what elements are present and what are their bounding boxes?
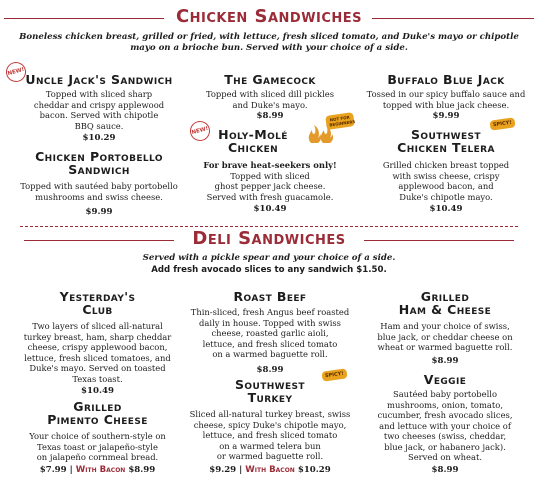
- item-description: Your choice of southern-style on Texas toast or jalapeño-style on jalapeño cornmeal bread. $7.99 | With Bacon $8.99: [10, 431, 185, 475]
- hot-warning-tag: NOT FOR BEGINNERS: [325, 112, 355, 130]
- item-name: Uncle Jack's Sandwich: [25, 72, 173, 87]
- item-price: $10.49: [81, 386, 114, 396]
- item-price: $8.99: [431, 464, 459, 475]
- chicken-rule-right: [372, 18, 534, 19]
- chicken-intro: [10, 32, 528, 54]
- chicken-section-title: Chicken Sandwiches: [175, 6, 363, 27]
- deli-rule-left: [24, 240, 174, 241]
- item-description: Topped with sliced sharp cheddar and crispy applewood bacon. Served with chipotle BBQ sauce. $10.29: [14, 89, 184, 143]
- spicy-tag: SPICY!: [489, 117, 515, 130]
- chicken-intro-line-1: Boneless chicken breast, grilled or fried, with lettuce, fresh sliced tomato, and Duke's mayo or chipotle: [19, 32, 519, 42]
- item-price: $8.99: [256, 111, 284, 121]
- new-badge: NEW!: [4, 60, 28, 84]
- section-divider: [20, 226, 518, 227]
- item-price: $9.99: [432, 111, 460, 121]
- item-name: Buffalo Blue Jack: [387, 72, 505, 87]
- item-name: Chicken Portobello Sandwich: [35, 149, 163, 177]
- item-description: Grilled chicken breast topped with swiss cheese, crispy applewood bacon, and Duke's chipotle mayo. $10.49: [360, 160, 532, 214]
- deli-avocado-note: Add fresh avocado slices to any sandwich $1.50.: [151, 265, 387, 275]
- chicken-intro-line-2: mayo on a brioche bun. Served with your choice of a side.: [130, 43, 408, 53]
- chicken-rule-left: [4, 18, 164, 19]
- item-description: Thin-sliced, fresh Angus beef roasted daily in house. Topped with swiss cheese, roasted garlic aioli, lettuce, and fresh sliced tomato on a warmed baguette roll. $8.99: [182, 307, 358, 375]
- item-price: $9.29 | With Bacon $10.29: [209, 464, 331, 475]
- item-name: The Gamecock: [224, 72, 316, 87]
- item-description: Ham and your choice of swiss, blue jack, or cheddar cheese on wheat or warmed baguette roll. $8.99: [358, 321, 532, 366]
- item-description: Sautéed baby portobello mushrooms, onion, tomato, cucumber, fresh avocado slices, and lettuce with your choice of two cheeses (swiss, cheddar, blue jack, or habanero jack). Served on wheat. $8.99: [358, 389, 532, 475]
- deli-rule-right: [364, 240, 514, 241]
- bacon-upcharge-label: With Bacon: [75, 464, 126, 475]
- item-price: $10.29: [82, 133, 116, 143]
- new-badge: NEW!: [188, 119, 212, 143]
- item-price: $10.49: [429, 204, 463, 214]
- item-name: Veggie: [423, 372, 467, 387]
- item-description: Tossed in our spicy buffalo sauce and topped with blue jack cheese. $9.99: [360, 89, 532, 121]
- item-description: Topped with sautéed baby portobello mushrooms and swiss cheese. $9.99: [14, 181, 184, 217]
- item-price: $9.99: [85, 207, 113, 217]
- item-name: Holy-Molé Chicken: [218, 127, 288, 155]
- item-name: Southwest Chicken Telera: [397, 127, 495, 155]
- bacon-upcharge-label: With Bacon: [245, 464, 295, 475]
- item-name: Roast Beef: [233, 289, 307, 304]
- spicy-tag: SPICY!: [321, 368, 347, 381]
- deli-intro: Served with a pickle spear and your choice of a side.: [142, 253, 396, 263]
- item-price: $7.99 | With Bacon $8.99: [39, 464, 156, 475]
- deli-section-title: Deli Sandwiches: [192, 228, 346, 249]
- item-description: Topped with sliced dill pickles and Duke's mayo. $8.99: [185, 89, 355, 121]
- item-price: $8.99: [431, 355, 459, 366]
- item-name: Grilled Pimento Cheese: [47, 399, 148, 427]
- item-description: Sliced all-natural turkey breast, swiss cheese, spicy Duke's chipotle mayo, lettuce, and fresh sliced tomato on a warmed telera bun or warmed baguette roll. $9.29 | With Bacon $10.29: [180, 409, 360, 475]
- item-name: Southwest Turkey: [235, 377, 305, 405]
- item-description: Two layers of sliced all-natural turkey breast, ham, sharp cheddar cheese, crispy applewood bacon, lettuce, fresh sliced tomatoes, and Duke's mayo. Served on toasted Texas toast. $10.49: [10, 321, 185, 396]
- item-name: Grilled Ham & Cheese: [398, 289, 492, 317]
- item-price: $8.99: [256, 364, 284, 375]
- item-description: For brave heat-seekers only! Topped with sliced ghost pepper jack cheese. Served with fresh guacamole. $10.49: [185, 160, 355, 214]
- item-name: Yesterday's Club: [59, 289, 136, 317]
- item-price: $10.49: [253, 204, 287, 214]
